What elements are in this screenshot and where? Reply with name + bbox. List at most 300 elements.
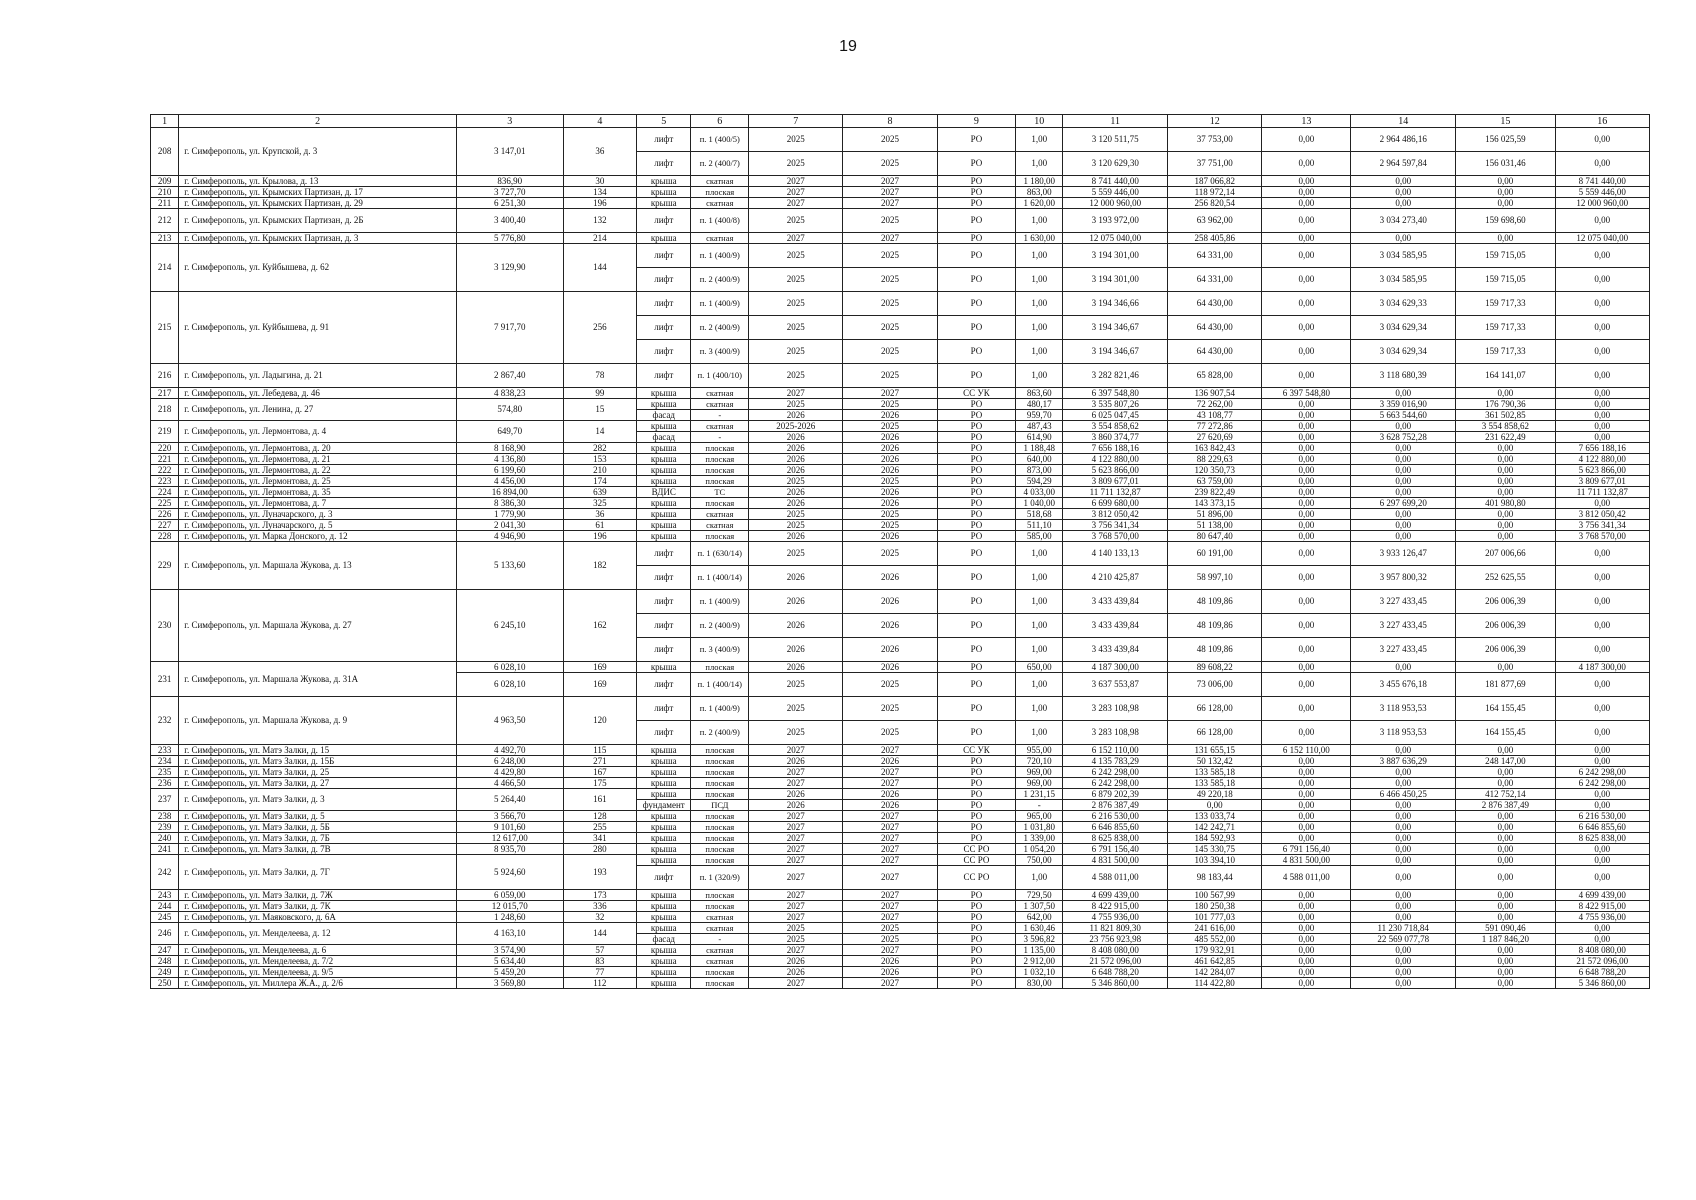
data-cell: 873,00 bbox=[1016, 465, 1063, 476]
data-cell: 1 620,00 bbox=[1016, 198, 1063, 209]
data-cell: 159 717,33 bbox=[1456, 316, 1556, 340]
data-cell: скатная bbox=[691, 399, 749, 410]
data-cell: 118 972,14 bbox=[1168, 187, 1262, 198]
data-cell: 2027 bbox=[749, 778, 843, 789]
data-cell: 8 408 080,00 bbox=[1555, 945, 1649, 956]
column-header: 7 bbox=[749, 115, 843, 128]
row-number: 234 bbox=[151, 756, 179, 767]
data-cell: 1 054,20 bbox=[1016, 844, 1063, 855]
data-cell: 0,00 bbox=[1262, 756, 1351, 767]
data-cell: 145 330,75 bbox=[1168, 844, 1262, 855]
data-cell: крыша bbox=[637, 956, 691, 967]
table-body bbox=[151, 128, 1650, 989]
data-cell: 0,00 bbox=[1351, 187, 1456, 198]
data-cell: 2027 bbox=[749, 978, 843, 989]
residents-cell: 36 bbox=[563, 128, 636, 176]
area-cell: 6 248,00 bbox=[456, 756, 563, 767]
data-cell: 2027 bbox=[843, 890, 937, 901]
data-cell: крыша bbox=[637, 978, 691, 989]
data-cell: плоская bbox=[691, 789, 749, 800]
data-cell: 0,00 bbox=[1456, 778, 1556, 789]
data-cell: 3 957 800,32 bbox=[1351, 566, 1456, 590]
area-cell: 5 133,60 bbox=[456, 542, 563, 590]
data-cell: 5 346 860,00 bbox=[1555, 978, 1649, 989]
data-cell: 4 588 011,00 bbox=[1063, 866, 1168, 890]
address-cell: г. Симферополь, ул. Лермонтова, д. 25 bbox=[179, 476, 457, 487]
data-cell: 1,00 bbox=[1016, 316, 1063, 340]
data-cell: плоская bbox=[691, 476, 749, 487]
residents-cell: 120 bbox=[563, 697, 636, 745]
data-cell: 2025 bbox=[843, 673, 937, 697]
data-cell: 3 637 553,87 bbox=[1063, 673, 1168, 697]
column-header: 11 bbox=[1063, 115, 1168, 128]
data-cell: 51 138,00 bbox=[1168, 520, 1262, 531]
data-cell: 2027 bbox=[749, 811, 843, 822]
data-cell: 0,00 bbox=[1555, 566, 1649, 590]
row-number: 245 bbox=[151, 912, 179, 923]
data-cell: РО bbox=[937, 443, 1016, 454]
data-cell: 8 741 440,00 bbox=[1063, 176, 1168, 187]
table-row bbox=[151, 388, 1650, 399]
table-row bbox=[151, 187, 1650, 198]
data-cell: плоская bbox=[691, 978, 749, 989]
data-cell: РО bbox=[937, 566, 1016, 590]
data-cell: п. 2 (400/7) bbox=[691, 152, 749, 176]
data-cell: фасад bbox=[637, 410, 691, 421]
area-cell: 6 028,10 bbox=[456, 662, 563, 673]
address-cell: г. Симферополь, ул. Крупской, д. 3 bbox=[179, 128, 457, 176]
data-cell: 830,00 bbox=[1016, 978, 1063, 989]
data-cell: 0,00 bbox=[1555, 638, 1649, 662]
residents-cell: 210 bbox=[563, 465, 636, 476]
column-header: 1 bbox=[151, 115, 179, 128]
data-cell: 2026 bbox=[843, 638, 937, 662]
data-cell: скатная bbox=[691, 421, 749, 432]
row-number: 239 bbox=[151, 822, 179, 833]
data-cell: п. 1 (400/9) bbox=[691, 697, 749, 721]
area-cell: 2 867,40 bbox=[456, 364, 563, 388]
table-row bbox=[151, 176, 1650, 187]
data-cell: 2 912,00 bbox=[1016, 956, 1063, 967]
address-cell: г. Симферополь, ул. Матэ Залки, д. 7К bbox=[179, 901, 457, 912]
data-cell: 3 433 439,84 bbox=[1063, 614, 1168, 638]
data-cell: 6 242 298,00 bbox=[1555, 767, 1649, 778]
data-cell: 0,00 bbox=[1351, 176, 1456, 187]
data-cell: 0,00 bbox=[1262, 454, 1351, 465]
data-cell: скатная bbox=[691, 198, 749, 209]
data-cell: 0,00 bbox=[1351, 662, 1456, 673]
data-cell: крыша bbox=[637, 855, 691, 866]
data-cell: 2027 bbox=[843, 822, 937, 833]
data-cell: 3 034 585,95 bbox=[1351, 268, 1456, 292]
data-cell: лифт bbox=[637, 152, 691, 176]
area-cell: 8 935,70 bbox=[456, 844, 563, 855]
data-cell: 2026 bbox=[749, 465, 843, 476]
data-cell: 2025 bbox=[843, 542, 937, 566]
area-cell: 3 400,40 bbox=[456, 209, 563, 233]
area-cell: 5 924,60 bbox=[456, 855, 563, 890]
data-cell: 0,00 bbox=[1351, 844, 1456, 855]
table-row bbox=[151, 945, 1650, 956]
row-number: 215 bbox=[151, 292, 179, 364]
data-cell: лифт bbox=[637, 128, 691, 152]
data-cell: плоская bbox=[691, 531, 749, 542]
data-cell: плоская bbox=[691, 833, 749, 844]
data-cell: 0,00 bbox=[1262, 128, 1351, 152]
data-cell: 3 756 341,34 bbox=[1063, 520, 1168, 531]
data-cell: 0,00 bbox=[1456, 844, 1556, 855]
data-cell: 0,00 bbox=[1262, 800, 1351, 811]
area-cell: 649,70 bbox=[456, 421, 563, 443]
data-cell: 0,00 bbox=[1456, 388, 1556, 399]
data-cell: 2026 bbox=[749, 967, 843, 978]
row-number: 233 bbox=[151, 745, 179, 756]
area-cell: 4 456,00 bbox=[456, 476, 563, 487]
data-cell: СС РО bbox=[937, 855, 1016, 866]
residents-cell: 280 bbox=[563, 844, 636, 855]
data-cell: плоская bbox=[691, 662, 749, 673]
data-cell: 120 350,73 bbox=[1168, 465, 1262, 476]
data-cell: 0,00 bbox=[1456, 767, 1556, 778]
data-cell: 2025 bbox=[749, 316, 843, 340]
area-cell: 574,80 bbox=[456, 399, 563, 421]
data-cell: 0,00 bbox=[1262, 443, 1351, 454]
residents-cell: 112 bbox=[563, 978, 636, 989]
residents-cell: 271 bbox=[563, 756, 636, 767]
data-cell: крыша bbox=[637, 233, 691, 244]
data-cell: 258 405,86 bbox=[1168, 233, 1262, 244]
address-cell: г. Симферополь, ул. Куйбышева, д. 91 bbox=[179, 292, 457, 364]
data-cell: 0,00 bbox=[1555, 697, 1649, 721]
data-cell: 72 262,00 bbox=[1168, 399, 1262, 410]
data-cell: 2025-2026 bbox=[749, 421, 843, 432]
data-cell: 0,00 bbox=[1351, 443, 1456, 454]
data-cell: 184 592,93 bbox=[1168, 833, 1262, 844]
data-cell: 6 879 202,39 bbox=[1063, 789, 1168, 800]
data-cell: 2026 bbox=[749, 638, 843, 662]
data-cell: 6 648 788,20 bbox=[1555, 967, 1649, 978]
data-cell: 6 397 548,80 bbox=[1063, 388, 1168, 399]
data-cell: 159 715,05 bbox=[1456, 268, 1556, 292]
address-cell: г. Симферополь, ул. Матэ Залки, д. 27 bbox=[179, 778, 457, 789]
data-cell: скатная bbox=[691, 520, 749, 531]
data-cell: 2026 bbox=[749, 432, 843, 443]
data-cell: плоская bbox=[691, 443, 749, 454]
data-cell: крыша bbox=[637, 443, 691, 454]
data-cell: 2025 bbox=[749, 923, 843, 934]
data-cell: РО bbox=[937, 198, 1016, 209]
data-cell: плоская bbox=[691, 890, 749, 901]
data-cell: 103 394,10 bbox=[1168, 855, 1262, 866]
data-cell: 0,00 bbox=[1262, 233, 1351, 244]
table-row bbox=[151, 520, 1650, 531]
residents-cell: 174 bbox=[563, 476, 636, 487]
residents-cell: 61 bbox=[563, 520, 636, 531]
data-cell: 2027 bbox=[749, 844, 843, 855]
data-cell: 1 630,00 bbox=[1016, 233, 1063, 244]
data-cell: 361 502,85 bbox=[1456, 410, 1556, 421]
data-cell: 2027 bbox=[749, 890, 843, 901]
data-cell: п. 2 (400/9) bbox=[691, 268, 749, 292]
data-cell: 0,00 bbox=[1456, 443, 1556, 454]
data-cell: 3 860 374,77 bbox=[1063, 432, 1168, 443]
data-cell: 0,00 bbox=[1456, 811, 1556, 822]
data-cell: 0,00 bbox=[1351, 198, 1456, 209]
address-cell: г. Симферополь, ул. Лермонтова, д. 21 bbox=[179, 454, 457, 465]
data-cell: 3 283 108,98 bbox=[1063, 721, 1168, 745]
data-cell: 37 751,00 bbox=[1168, 152, 1262, 176]
data-cell: 485 552,00 bbox=[1168, 934, 1262, 945]
table-row bbox=[151, 767, 1650, 778]
area-cell: 4 838,23 bbox=[456, 388, 563, 399]
data-cell: 2026 bbox=[843, 432, 937, 443]
data-cell: 2026 bbox=[843, 956, 937, 967]
data-cell: СС РО bbox=[937, 844, 1016, 855]
data-cell: 2027 bbox=[843, 176, 937, 187]
data-cell: 3 194 346,67 bbox=[1063, 340, 1168, 364]
data-cell: РО bbox=[937, 673, 1016, 697]
data-cell: 159 717,33 bbox=[1456, 292, 1556, 316]
data-cell: 8 408 080,00 bbox=[1063, 945, 1168, 956]
data-cell: лифт bbox=[637, 566, 691, 590]
table-row bbox=[151, 476, 1650, 487]
data-cell: 114 422,80 bbox=[1168, 978, 1262, 989]
data-cell: 0,00 bbox=[1262, 912, 1351, 923]
data-cell: лифт bbox=[637, 268, 691, 292]
data-cell: РО bbox=[937, 465, 1016, 476]
area-cell: 7 917,70 bbox=[456, 292, 563, 364]
data-cell: 2026 bbox=[843, 487, 937, 498]
data-cell: 0,00 bbox=[1351, 745, 1456, 756]
data-cell: РО bbox=[937, 509, 1016, 520]
residents-cell: 115 bbox=[563, 745, 636, 756]
data-cell: 3 887 636,29 bbox=[1351, 756, 1456, 767]
data-cell: 0,00 bbox=[1262, 767, 1351, 778]
data-cell: РО bbox=[937, 340, 1016, 364]
data-cell: 6 025 047,45 bbox=[1063, 410, 1168, 421]
data-cell: 2026 bbox=[749, 443, 843, 454]
data-cell: 142 242,71 bbox=[1168, 822, 1262, 833]
residents-cell: 32 bbox=[563, 912, 636, 923]
data-cell: РО bbox=[937, 176, 1016, 187]
data-cell: 0,00 bbox=[1555, 268, 1649, 292]
address-cell: г. Симферополь, ул. Матэ Залки, д. 5Б bbox=[179, 822, 457, 833]
data-cell: 8 741 440,00 bbox=[1555, 176, 1649, 187]
row-number: 244 bbox=[151, 901, 179, 912]
data-cell: 863,00 bbox=[1016, 187, 1063, 198]
residents-cell: 161 bbox=[563, 789, 636, 811]
data-cell: крыша bbox=[637, 822, 691, 833]
data-cell: РО bbox=[937, 316, 1016, 340]
row-number: 250 bbox=[151, 978, 179, 989]
data-cell: 64 331,00 bbox=[1168, 268, 1262, 292]
data-cell: плоская bbox=[691, 822, 749, 833]
data-cell: лифт bbox=[637, 590, 691, 614]
data-cell: плоская bbox=[691, 454, 749, 465]
table-row bbox=[151, 209, 1650, 233]
data-cell: 0,00 bbox=[1555, 410, 1649, 421]
data-cell: РО bbox=[937, 590, 1016, 614]
data-cell: крыша bbox=[637, 833, 691, 844]
data-cell: СС РО bbox=[937, 866, 1016, 890]
data-cell: 0,00 bbox=[1456, 745, 1556, 756]
data-cell: РО bbox=[937, 789, 1016, 800]
data-cell: 0,00 bbox=[1456, 509, 1556, 520]
data-cell: 750,00 bbox=[1016, 855, 1063, 866]
data-cell: РО bbox=[937, 233, 1016, 244]
data-cell: 0,00 bbox=[1351, 822, 1456, 833]
data-cell: 1,00 bbox=[1016, 866, 1063, 890]
data-cell: 0,00 bbox=[1555, 292, 1649, 316]
data-cell: 0,00 bbox=[1351, 956, 1456, 967]
data-cell: п. 2 (400/9) bbox=[691, 316, 749, 340]
data-cell: 4 140 133,13 bbox=[1063, 542, 1168, 566]
data-cell: 37 753,00 bbox=[1168, 128, 1262, 152]
data-cell: 0,00 bbox=[1555, 673, 1649, 697]
data-cell: скатная bbox=[691, 233, 749, 244]
data-cell: крыша bbox=[637, 421, 691, 432]
area-cell: 3 147,01 bbox=[456, 128, 563, 176]
data-cell: 2025 bbox=[749, 509, 843, 520]
row-number: 247 bbox=[151, 945, 179, 956]
address-cell: г. Симферополь, ул. Матэ Залки, д. 15Б bbox=[179, 756, 457, 767]
data-cell: 163 842,43 bbox=[1168, 443, 1262, 454]
data-cell: 2026 bbox=[843, 800, 937, 811]
data-cell: РО bbox=[937, 432, 1016, 443]
data-cell: 2025 bbox=[843, 697, 937, 721]
data-cell: крыша bbox=[637, 187, 691, 198]
row-number: 214 bbox=[151, 244, 179, 292]
data-cell: 159 717,33 bbox=[1456, 340, 1556, 364]
data-cell: 8 422 915,00 bbox=[1555, 901, 1649, 912]
address-cell: г. Симферополь, ул. Лермонтова, д. 7 bbox=[179, 498, 457, 509]
data-cell: 0,00 bbox=[1555, 388, 1649, 399]
data-cell: лифт bbox=[637, 209, 691, 233]
row-number: 209 bbox=[151, 176, 179, 187]
data-cell: 0,00 bbox=[1262, 566, 1351, 590]
data-cell: 2025 bbox=[843, 316, 937, 340]
row-number: 208 bbox=[151, 128, 179, 176]
data-cell: 0,00 bbox=[1262, 465, 1351, 476]
data-cell: 1 135,00 bbox=[1016, 945, 1063, 956]
data-cell: 0,00 bbox=[1262, 268, 1351, 292]
data-cell: РО bbox=[937, 244, 1016, 268]
data-cell: 248 147,00 bbox=[1456, 756, 1556, 767]
data-cell: 64 430,00 bbox=[1168, 292, 1262, 316]
data-cell: 0,00 bbox=[1351, 767, 1456, 778]
residents-cell: 30 bbox=[563, 176, 636, 187]
data-cell: 2 876 387,49 bbox=[1456, 800, 1556, 811]
data-cell: 0,00 bbox=[1555, 244, 1649, 268]
data-cell: 0,00 bbox=[1262, 509, 1351, 520]
data-cell: 2025 bbox=[843, 399, 937, 410]
residents-cell: 83 bbox=[563, 956, 636, 967]
area-cell: 3 727,70 bbox=[456, 187, 563, 198]
data-cell: 2026 bbox=[843, 454, 937, 465]
data-cell: 143 373,15 bbox=[1168, 498, 1262, 509]
address-cell: г. Симферополь, ул. Луначарского, д. 3 bbox=[179, 509, 457, 520]
area-cell: 4 163,10 bbox=[456, 923, 563, 945]
row-number: 230 bbox=[151, 590, 179, 662]
data-cell: 101 777,03 bbox=[1168, 912, 1262, 923]
data-cell: 3 193 972,00 bbox=[1063, 209, 1168, 233]
data-cell: 0,00 bbox=[1456, 945, 1556, 956]
data-cell: 2027 bbox=[843, 945, 937, 956]
data-cell: 0,00 bbox=[1262, 520, 1351, 531]
data-cell: 4 122 880,00 bbox=[1555, 454, 1649, 465]
data-cell: 1,00 bbox=[1016, 292, 1063, 316]
address-cell: г. Симферополь, ул. Матэ Залки, д. 3 bbox=[179, 789, 457, 811]
residents-cell: 196 bbox=[563, 198, 636, 209]
data-cell: РО bbox=[937, 978, 1016, 989]
area-cell: 6 245,10 bbox=[456, 590, 563, 662]
data-cell: крыша bbox=[637, 176, 691, 187]
data-cell: 0,00 bbox=[1168, 800, 1262, 811]
data-cell: 1 180,00 bbox=[1016, 176, 1063, 187]
data-cell: 1 187 846,20 bbox=[1456, 934, 1556, 945]
data-cell: п. 1 (400/10) bbox=[691, 364, 749, 388]
data-cell: 89 608,22 bbox=[1168, 662, 1262, 673]
data-cell: 142 284,07 bbox=[1168, 967, 1262, 978]
data-cell: лифт bbox=[637, 638, 691, 662]
data-cell: 0,00 bbox=[1262, 967, 1351, 978]
data-cell: 48 109,86 bbox=[1168, 614, 1262, 638]
data-cell: 0,00 bbox=[1262, 978, 1351, 989]
data-cell: 2026 bbox=[749, 662, 843, 673]
data-cell: 4 831 500,00 bbox=[1262, 855, 1351, 866]
data-cell: РО bbox=[937, 778, 1016, 789]
data-cell: 0,00 bbox=[1456, 487, 1556, 498]
data-cell: 98 183,44 bbox=[1168, 866, 1262, 890]
data-cell: 6 242 298,00 bbox=[1063, 767, 1168, 778]
data-cell: 2025 bbox=[749, 292, 843, 316]
data-cell: 0,00 bbox=[1555, 316, 1649, 340]
data-cell: 12 075 040,00 bbox=[1555, 233, 1649, 244]
data-cell: РО bbox=[937, 209, 1016, 233]
data-cell: 1,00 bbox=[1016, 673, 1063, 697]
data-cell: 2027 bbox=[843, 901, 937, 912]
data-cell: 2026 bbox=[843, 614, 937, 638]
data-cell: РО bbox=[937, 934, 1016, 945]
residents-cell: 153 bbox=[563, 454, 636, 465]
data-cell: 1 307,50 bbox=[1016, 901, 1063, 912]
data-cell: скатная bbox=[691, 945, 749, 956]
data-cell: п. 2 (400/9) bbox=[691, 614, 749, 638]
row-number: 219 bbox=[151, 421, 179, 443]
data-cell: 3 034 585,95 bbox=[1351, 244, 1456, 268]
data-cell: 2025 bbox=[843, 128, 937, 152]
data-cell: 0,00 bbox=[1262, 811, 1351, 822]
residents-cell: 128 bbox=[563, 811, 636, 822]
data-cell: 4 033,00 bbox=[1016, 487, 1063, 498]
data-cell: ТС bbox=[691, 487, 749, 498]
area-cell: 4 429,80 bbox=[456, 767, 563, 778]
data-cell: 0,00 bbox=[1456, 662, 1556, 673]
residents-cell: 173 bbox=[563, 890, 636, 901]
data-cell: 3 433 439,84 bbox=[1063, 590, 1168, 614]
data-cell: крыша bbox=[637, 498, 691, 509]
column-header: 5 bbox=[637, 115, 691, 128]
data-cell: плоская bbox=[691, 811, 749, 822]
table-row bbox=[151, 421, 1650, 432]
area-cell: 12 617,00 bbox=[456, 833, 563, 844]
data-cell: плоская bbox=[691, 855, 749, 866]
data-cell: РО bbox=[937, 542, 1016, 566]
data-cell: плоская bbox=[691, 967, 749, 978]
area-cell: 3 129,90 bbox=[456, 244, 563, 292]
data-cell: 6 699 680,00 bbox=[1063, 498, 1168, 509]
data-cell: лифт bbox=[637, 316, 691, 340]
